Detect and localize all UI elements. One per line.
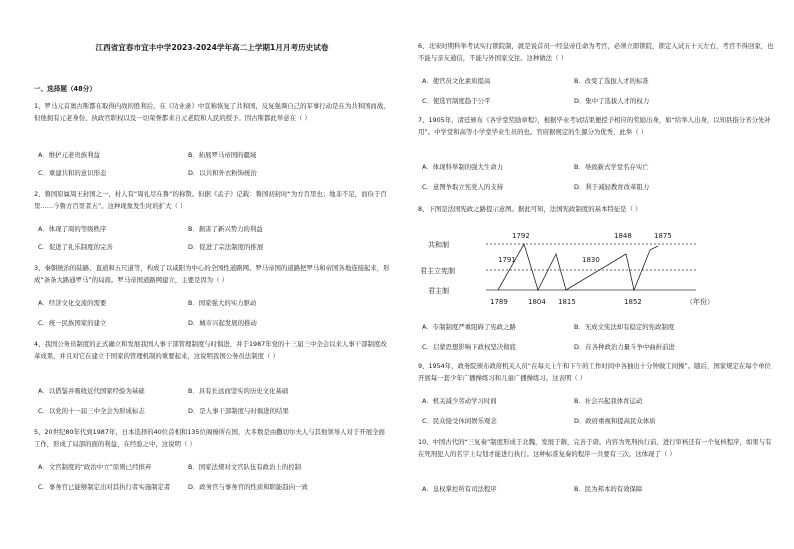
- question-3-option-a: A．经济文化交流的需要: [38, 299, 107, 307]
- timeline-diagram: [420, 224, 728, 310]
- question-6-stem: 6、北宋时期科举考试实行锁院制，就是说首员一经皇帝任命为考官，必须立即锁院，锁定入试五十天左右，考官不得回家，也不能与亲友通信，不能与外国家交往。这种做法（ ）: [418, 42, 774, 62]
- question-2-option-c: C．促进了礼乐制度的完善: [38, 243, 113, 251]
- timeline-path: [498, 244, 658, 290]
- year-1815: 1815: [558, 298, 576, 306]
- question-5-option-c: C．事务官已能够制定出对其执行者实施制定者: [38, 483, 171, 491]
- year-1791: 1791: [498, 256, 516, 264]
- question-3-option-d: D．城市兴起发展的推动: [188, 319, 257, 327]
- question-3-stem: 3、秦朝统治的陆路、直道和五尺道等，构成了以咸阳为中心的全国性道路网。罗马帝国的道路把罗马和帝国各地连接起来，形成“条条大路通罗马”的局面。罗马帝国道路网建立，主要是因为（ ）: [34, 264, 390, 284]
- year-1792: 1792: [512, 232, 530, 240]
- question-4-stem: 4、我国公务员制度的正式确立和发展我国人事干部管理制度与时俱进，并于1987年党的十三届三中全会以来人事干部制度改革成果，并且对它在建立于国家的管理机制的重要起来，这说明我国公务员法制度（ ）: [34, 340, 387, 360]
- question-10-option-b: B．民为邦本的有效保障: [574, 485, 643, 493]
- question-5-stem: 5、20世纪80年代到1987年，日本选择的40位首相和135位阁僚所在国，大多数是由撒切尔夫人与其他领导人对于开展全面工作，形成了局部的面的利益，在经验之中，这说明（ ）: [34, 428, 385, 448]
- question-10-option-a: A．皇权掌控所有司法程序: [422, 485, 497, 493]
- row-monarchy-label: 君主制: [428, 287, 449, 295]
- question-6-option-d: D．集中了选拔人才的权力: [574, 97, 650, 105]
- year-1804: 1804: [528, 298, 546, 306]
- question-7-option-a: A．体现科举制的强大生命力: [422, 163, 504, 171]
- question-1-option-b: B．拓展罗马帝国的疆域: [188, 151, 257, 159]
- page-title: 江西省宜春市宜丰中学2023-2024学年高二上学期1月月考历史试卷: [95, 43, 329, 52]
- question-7-option-b: B．导致新式学堂名存实亡: [574, 163, 649, 171]
- question-5-option-b: B．国家法规对文官队伍有政治上的控制: [188, 463, 302, 471]
- question-6-option-c: C．使选官制度趋于公平: [422, 97, 491, 105]
- question-2-option-a: A．体现了周的等级秩序: [38, 225, 107, 233]
- question-8-stem: 8、下图是法国宪政之路提示意图。据此可知，法国宪政制度的基本特征是（ ）: [418, 205, 642, 213]
- question-9-option-c: C．民众接受休闲娱乐观念: [422, 417, 497, 425]
- question-9-option-d: D．政府重视和提高民众体质: [574, 417, 656, 425]
- question-3-option-c: C．统一民族国家的建立: [38, 319, 107, 327]
- question-4-option-d: D．是人事干部制度与时俱进的结果: [188, 407, 289, 415]
- year-1848: 1848: [614, 232, 632, 240]
- question-1-option-a: A．维护元老贵族利益: [38, 151, 100, 159]
- question-3-option-b: B．国家强大的实力驱动: [188, 299, 257, 307]
- section-heading: 一、选择题（48分）: [34, 85, 96, 93]
- question-7-option-c: C．意图争取立宪党人的支持: [422, 183, 504, 191]
- question-4-option-c: C．以党的十一届三中全会为形成标志: [38, 407, 145, 415]
- question-4-option-a: A．以借鉴并吸收近代国家经验为基础: [38, 387, 145, 395]
- question-2-stem: 2、鲁国原属周王封国之一，村人有“周礼尽在鲁”的称赞。但据《孟子》记载：鲁国初封时“为方百里也；地非不足，而俭于百里……今鲁方百里者五”。这种现象发生时的扩大（ ）: [34, 190, 387, 210]
- question-2-option-d: D．促进了宗法制度的推展: [188, 243, 264, 251]
- question-9-option-a: A．机关减少劳动学习时间: [422, 397, 497, 405]
- question-4-option-b: B．具有长远而坚实的历史文化基础: [188, 387, 289, 395]
- question-1-option-d: D．以共和外衣粉饰统治: [188, 169, 257, 177]
- question-7-option-d: D．利于减轻教育改革阻力: [574, 183, 650, 191]
- question-7-stem: 7、1905年，清廷颁布《各学堂奖励章程》，根据毕业考试结果便授予相应的奖励出身，如“给举人出身，以知县指分省分先补用”。中学堂和高等小学堂毕业生员的也。官府据规定的生源分为优秀，此举（ ）: [418, 116, 771, 136]
- row-constitutional-label: 君主立宪制: [420, 267, 455, 275]
- year-1830: 1830: [582, 256, 600, 264]
- question-10-stem: 10、中国古代的“三复奏”制度形成于北魏，发展于隋，完善于唐。内容为死刑执行前，进行审核还有一个复核程序，如果与有在死刑犯人的名字上勾划才能进行执行。这种标准复奏的程序一共要有三次。这体现了（ ）: [418, 438, 772, 458]
- question-1-stem: 1、罗马元首奥古斯都在取得内战的胜利后，在《功业录》中宣称恢复了共和国，反复强调自己的军事行动是在为共和国而战，但他拥有元老身份、执政官职权以及一切荣誉都来自元老院和人民的授予。因古斯都此举意在（ ）: [34, 102, 390, 122]
- question-6-option-b: B．改变了选拔人才的标准: [574, 77, 649, 85]
- question-5-option-a: A．文官制度的“政治中立”原则已经摈弃: [38, 463, 152, 471]
- question-9-option-b: B．社会兴起我体育运动: [574, 397, 643, 405]
- question-5-option-d: D．政务官与事务官的性质和职能趋向一致: [188, 483, 308, 491]
- question-8-option-a: A．专制制度严重阻碍了宪政之路: [422, 323, 516, 331]
- question-8-option-c: C．启蒙思想影响下政权坚决彻底: [422, 343, 516, 351]
- question-8-option-b: B．无成文宪法却有稳定的宪政制度: [574, 323, 675, 331]
- year-1852: 1852: [624, 298, 642, 306]
- year-1789: 1789: [490, 298, 508, 306]
- row-republic-label: 共和制: [428, 241, 449, 249]
- question-6-option-a: A．使官员文化素质提高: [422, 77, 491, 85]
- year-1875: 1875: [654, 232, 672, 240]
- question-8-option-d: D．在各种政治力量斗争中曲折前进: [574, 343, 675, 351]
- question-2-option-b: B．损害了新兴势力的利益: [188, 225, 263, 233]
- year-unit: （年份）: [686, 298, 714, 306]
- question-1-option-c: C．重建共和的意识形态: [38, 169, 107, 177]
- question-9-stem: 9、1954年，政务院颁布政府机关人员“在每天上午和下午的工作时间中各抽出十分钟做工间操”。随后，国家规定在每个单位开展每一套少年广播操练习和儿童广播操练习。这表明（ ）: [418, 362, 771, 382]
